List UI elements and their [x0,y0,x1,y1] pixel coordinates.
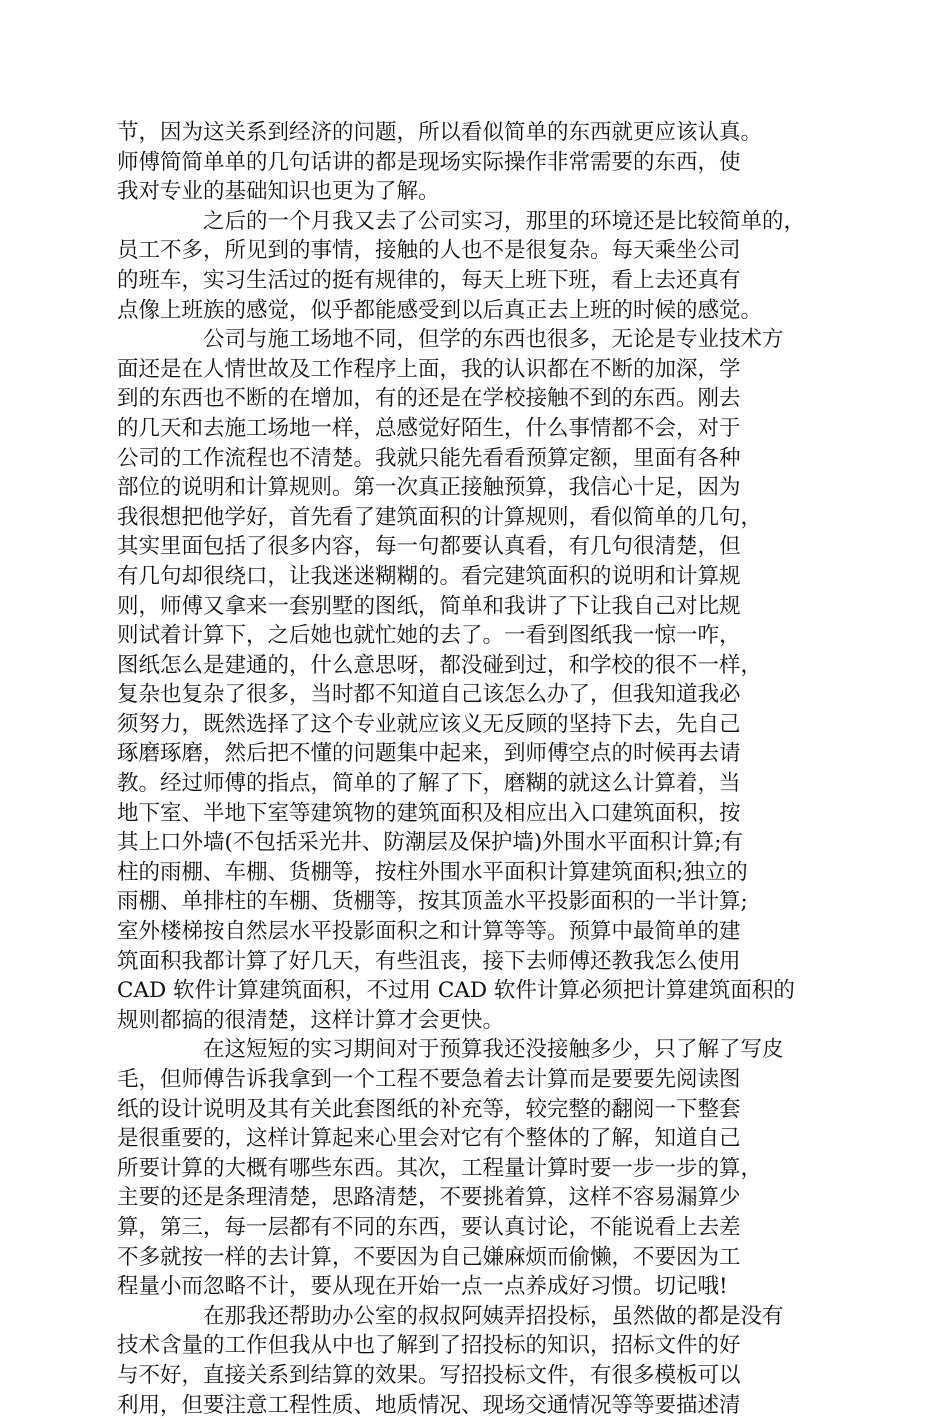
text-line: 的几天和去施工场地一样，总感觉好陌生，什么事情都不会，对于 [117,415,741,441]
text-line: 雨棚、单排柱的车棚、货棚等，按其顶盖水平投影面积的一半计算; [117,889,748,915]
document-body [117,118,829,1420]
text-line: 其实里面包括了很多内容，每一句都要认真看，有几句很清楚，但 [117,534,741,560]
text-line: 与不好，直接关系到结算的效果。写招投标文件，有很多模板可以 [117,1362,741,1388]
text-line: 琢磨琢磨，然后把不懂的问题集中起来，到师傅空点的时候再去请 [117,741,741,767]
text-line: 毛，但师傅告诉我拿到一个工程不要急着去计算而是要要先阅读图 [117,1067,741,1092]
text-line: 程量小而忽略不计，要从现在开始一点一点养成好习惯。切记哦! [117,1274,728,1300]
text-line: 则试着计算下，之后她也就忙她的去了。一看到图纸我一惊一咋， [117,623,741,649]
text-line: 规则都搞的很清楚，这样计算才会更快。 [117,1007,505,1033]
text-line: 节，因为这关系到经济的问题，所以看似简单的东西就更应该认真。 [117,120,763,145]
text-line: 教。经过师傅的指点，简单的了解了下，磨糊的就这么计算着，当 [117,771,741,797]
text-line: 的班车，实习生活过的挺有规律的，每天上班下班，看上去还真有 [117,267,741,293]
text-line: 技术含量的工作但我从中也了解到了招投标的知识，招标文件的好 [117,1333,741,1359]
text-line: 室外楼梯按自然层水平投影面积之和计算等等。预算中最简单的建 [117,919,741,945]
paragraph-first-line: 在这短短的实习期间对于预算我还没接触多少，只了解了写皮 [203,1037,784,1063]
text-line: 主要的还是条理清楚，思路清楚，不要挑着算，这样不容易漏算少 [117,1185,741,1211]
text-line: 公司的工作流程也不清楚。我就只能先看看预算定额，里面有各种 [117,445,741,471]
text-line: 则，师傅又拿来一套别墅的图纸，简单和我讲了下让我自己对比规 [117,593,741,619]
text-line: 柱的雨棚、车棚、货棚等，按柱外围水平面积计算建筑面积;独立的 [117,859,748,885]
text-line: CAD 软件计算建筑面积，不过用 CAD 软件计算必须把计算建筑面积的 [117,978,795,1004]
text-line: 利用，但要注意工程性质、地质情况、现场交通情况等等要描述清 [117,1392,741,1418]
text-line: 师傅简简单单的几句话讲的都是现场实际操作非常需要的东西，使 [117,149,741,175]
paragraph-first-line: 公司与施工场地不同，但学的东西也很多，无论是专业技术方 [203,327,784,353]
text-line: 其上口外墙(不包括采光井、防潮层及保护墙)外围水平面积计算;有 [117,830,744,856]
text-line: 须努力，既然选择了这个专业就应该义无反顾的坚持下去，先自己 [117,711,741,737]
text-line: 有几句却很绕口，让我迷迷糊糊的。看完建筑面积的说明和计算规 [117,563,741,589]
text-line: 筑面积我都计算了好几天，有些沮丧，接下去师傅还教我怎么使用 [117,948,741,974]
text-line: 图纸怎么是建通的，什么意思呀，都没碰到过，和学校的很不一样， [117,652,763,678]
text-line: 我对专业的基础知识也更为了解。 [117,179,440,205]
text-line: 面还是在人情世故及工作程序上面，我的认识都在不断的加深，学 [117,356,741,382]
text-line: 所要计算的大概有哪些东西。其次，工程量计算时要一步一步的算， [117,1155,763,1181]
paragraph-first-line: 之后的一个月我又去了公司实习，那里的环境还是比较简单的， [203,208,806,234]
text-line: 地下室、半地下室等建筑物的建筑面积及相应出入口建筑面积，按 [117,800,741,826]
paragraph-first-line: 在那我还帮助办公室的叔叔阿姨弄招投标，虽然做的都是没有 [203,1303,784,1329]
text-line: 我很想把他学好，首先看了建筑面积的计算规则，看似简单的几句， [117,504,763,530]
text-line: 员工不多，所见到的事情，接触的人也不是很复杂。每天乘坐公司 [117,238,741,264]
text-line: 到的东西也不断的在增加，有的还是在学校接触不到的东西。刚去 [117,386,741,412]
text-line: 复杂也复杂了很多，当时都不知道自己该怎么办了，但我知道我必 [117,682,741,708]
text-line: 算，第三，每一层都有不同的东西，要认真讨论，不能说看上去差 [117,1214,741,1240]
text-line: 点像上班族的感觉，似乎都能感受到以后真正去上班的时候的感觉。 [117,297,763,323]
text-line: 是很重要的，这样计算起来心里会对它有个整体的了解，知道自己 [117,1126,741,1152]
text-line: 纸的设计说明及其有关此套图纸的补充等，较完整的翻阅一下整套 [117,1096,741,1122]
text-line: 部位的说明和计算规则。第一次真正接触预算，我信心十足，因为 [117,475,741,501]
text-line: 不多就按一样的去计算，不要因为自己嫌麻烦而偷懒，不要因为工 [117,1244,741,1270]
